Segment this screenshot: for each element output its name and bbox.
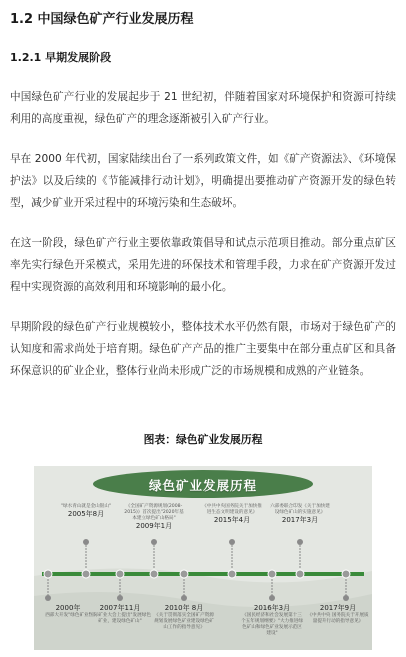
figure-caption: 图表：绿色矿业发展历程 <box>143 433 263 446</box>
timeline-node <box>180 570 188 578</box>
event-description: "绿水青山就是金山银山" <box>60 504 112 509</box>
paragraph-2: 早在 2000 年代初，国家陆续出台了一系列政策文件，如《矿产资源法》、《环境保护法》以及后续的《节能减排行动计划》，明确提出要推动矿产资源开发的绿色转型，减少矿业开采过程中的环境污染和生态破坏。 <box>10 153 396 209</box>
event-date: 2005年8月 <box>67 510 105 518</box>
timeline-node <box>116 570 124 578</box>
event-date: 2009年1月 <box>135 522 173 530</box>
timeline-marker <box>83 539 89 545</box>
timeline-node <box>150 570 158 578</box>
event-description: 《关于贯彻落实全国矿产资源规划发展绿色矿业建设绿色矿山工作的指导意见》 <box>154 613 214 630</box>
event-date: 2016年3月 <box>253 604 291 612</box>
timeline-node <box>82 570 90 578</box>
subsection-heading: 1.2.1 早期发展阶段 <box>10 51 112 64</box>
timeline-marker <box>181 595 187 601</box>
top-event-0 <box>54 504 118 519</box>
paragraph-4: 早期阶段的绿色矿产行业规模较小，整体技术水平仍然有限，市场对于绿色矿产的认知度和需求尚处于培育期。绿色矿产产品的推广主要集中在部分重点矿区和具备环保意识的矿业企业，整体行业尚未形成广泛的市场规模和成熟的产业链条。 <box>10 321 396 377</box>
event-date: 2017年3月 <box>281 516 319 524</box>
timeline-marker <box>343 595 349 601</box>
event-description: 《国民经济和社会发展第十三个五年规划纲要》"大力推进绿色矿山和绿色矿业发展示范区建设" <box>241 613 303 636</box>
event-description: 国际矿业大会上提出"发展绿色矿业，建设绿色矿山" <box>89 613 151 624</box>
event-date: 2000年 <box>55 604 81 612</box>
figure-title: 绿色矿业发展历程 <box>148 478 257 493</box>
timeline-marker <box>269 595 275 601</box>
bottom-event-4 <box>306 604 370 625</box>
event-description: 《中共中央国务院关于加快推进生态文明建设的意见》 <box>202 504 262 515</box>
timeline-marker <box>297 539 303 545</box>
timeline-node <box>228 570 236 578</box>
timeline-node <box>296 570 304 578</box>
section-heading: 1.2 中国绿色矿产行业发展历程 <box>10 12 194 27</box>
timeline-marker <box>151 539 157 545</box>
top-event-3 <box>268 504 332 525</box>
paragraph-1: 中国绿色矿产行业的发展起步于 21 世纪初，伴随着国家对环境保护和资源可持续利用的高度重视，绿色矿产的理念逐渐被引入矿产行业。 <box>10 91 396 125</box>
event-description: 《全国矿产资源规划(2008-2015)》首次提出"2020年基本建立绿色矿山格局" <box>124 504 184 521</box>
bottom-event-3 <box>240 604 304 637</box>
paragraph-3: 在这一阶段，绿色矿产行业主要依靠政策倡导和试点示范项目推动。部分重点矿区率先实行绿色开采模式，采用先进的环保技术和管理手段，力求在矿产资源开发过程中实现资源的高效利用和环境影响的最小化。 <box>10 237 396 293</box>
top-event-1 <box>122 504 186 531</box>
event-description: 《中共中央 国务院关于开展质量提升行动的指导意见》 <box>307 613 369 624</box>
top-event-2 <box>200 504 264 525</box>
timeline-node <box>268 570 276 578</box>
event-description: 六部委联合印发《关于加快建设绿色矿山的实施意见》 <box>270 504 330 515</box>
timeline-marker <box>45 595 51 601</box>
timeline-figure <box>34 466 372 650</box>
event-date: 2007年11月 <box>99 604 141 612</box>
event-description: 西部大开发"绿色矿业" <box>45 613 91 618</box>
timeline-marker <box>229 539 235 545</box>
event-date: 2015年4月 <box>213 516 251 524</box>
bottom-event-2 <box>152 604 216 631</box>
timeline-marker <box>117 595 123 601</box>
timeline-node <box>44 570 52 578</box>
timeline-node <box>342 570 350 578</box>
bottom-event-1 <box>88 604 152 625</box>
event-date: 2010年 8月 <box>164 604 204 612</box>
event-date: 2017年9月 <box>319 604 357 612</box>
